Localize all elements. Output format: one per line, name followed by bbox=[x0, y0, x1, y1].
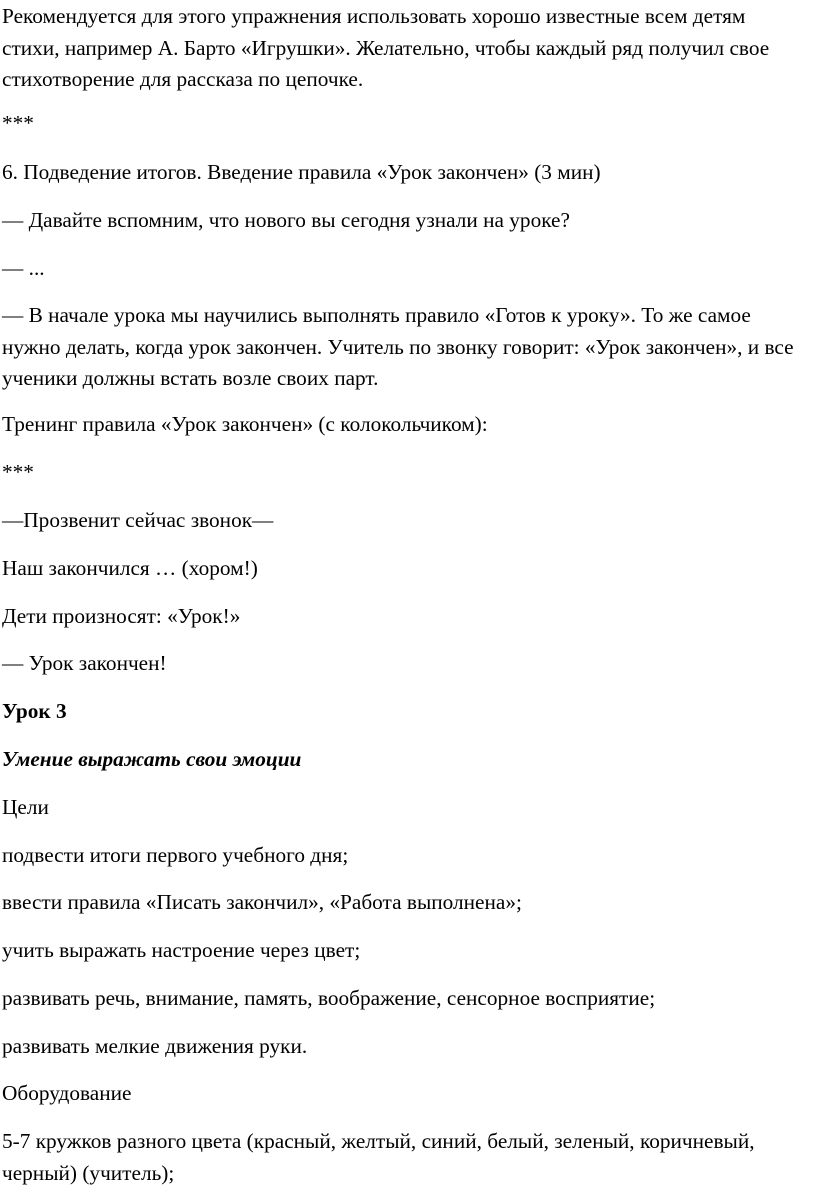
section-heading: 6. Подведение итогов. Введение правила «Урок закончен» (3 мин) bbox=[2, 160, 601, 184]
equipment-item: 5-7 кружков разного цвета (красный, желтый, синий, белый, зеленый, коричневый, черный) (учитель); bbox=[2, 1129, 755, 1185]
verse-line: Дети произносят: «Урок!» bbox=[2, 604, 241, 628]
dialogue-question: — Давайте вспомним, что нового вы сегодня узнали на уроке? bbox=[2, 208, 570, 232]
paragraph-intro: Рекомендуется для этого упражнения использовать хорошо известные всем детям стихи, например А. Барто «Игрушки». Желательно, чтобы каждый ряд получил свое стихотворение для рассказа по цепочке. bbox=[2, 4, 770, 91]
goal-item: учить выражать настроение через цвет; bbox=[2, 938, 361, 962]
verse-line: Наш закончился … (хором!) bbox=[2, 556, 258, 580]
equipment-heading: Оборудование bbox=[2, 1081, 132, 1105]
separator-stars: *** bbox=[2, 460, 34, 484]
verse-line: — Урок закончен! bbox=[2, 651, 167, 675]
lesson-title: Урок 3 bbox=[2, 699, 67, 723]
dialogue-ellipsis: — ... bbox=[2, 256, 45, 280]
goals-heading: Цели bbox=[2, 795, 49, 819]
goal-item: развивать речь, внимание, память, воображение, сенсорное восприятие; bbox=[2, 986, 656, 1010]
dialogue-rule-explanation: — В начале урока мы научились выполнять правило «Готов к уроку». То же самое нужно делать, когда урок закончен. Учитель по звонку говорит: «Урок закончен», и все ученики должны встать возле своих парт. bbox=[2, 303, 794, 390]
goal-item: развивать мелкие движения руки. bbox=[2, 1034, 308, 1058]
goal-item: подвести итоги первого учебного дня; bbox=[2, 843, 349, 867]
verse-line: —Прозвенит сейчас звонок— bbox=[2, 508, 274, 532]
lesson-subtitle: Умение выражать свои эмоции bbox=[2, 747, 302, 771]
training-heading: Тренинг правила «Урок закончен» (с колокольчиком): bbox=[2, 412, 488, 436]
separator-stars: *** bbox=[2, 111, 34, 135]
goal-item: ввести правила «Писать закончил», «Работа выполнена»; bbox=[2, 890, 522, 914]
